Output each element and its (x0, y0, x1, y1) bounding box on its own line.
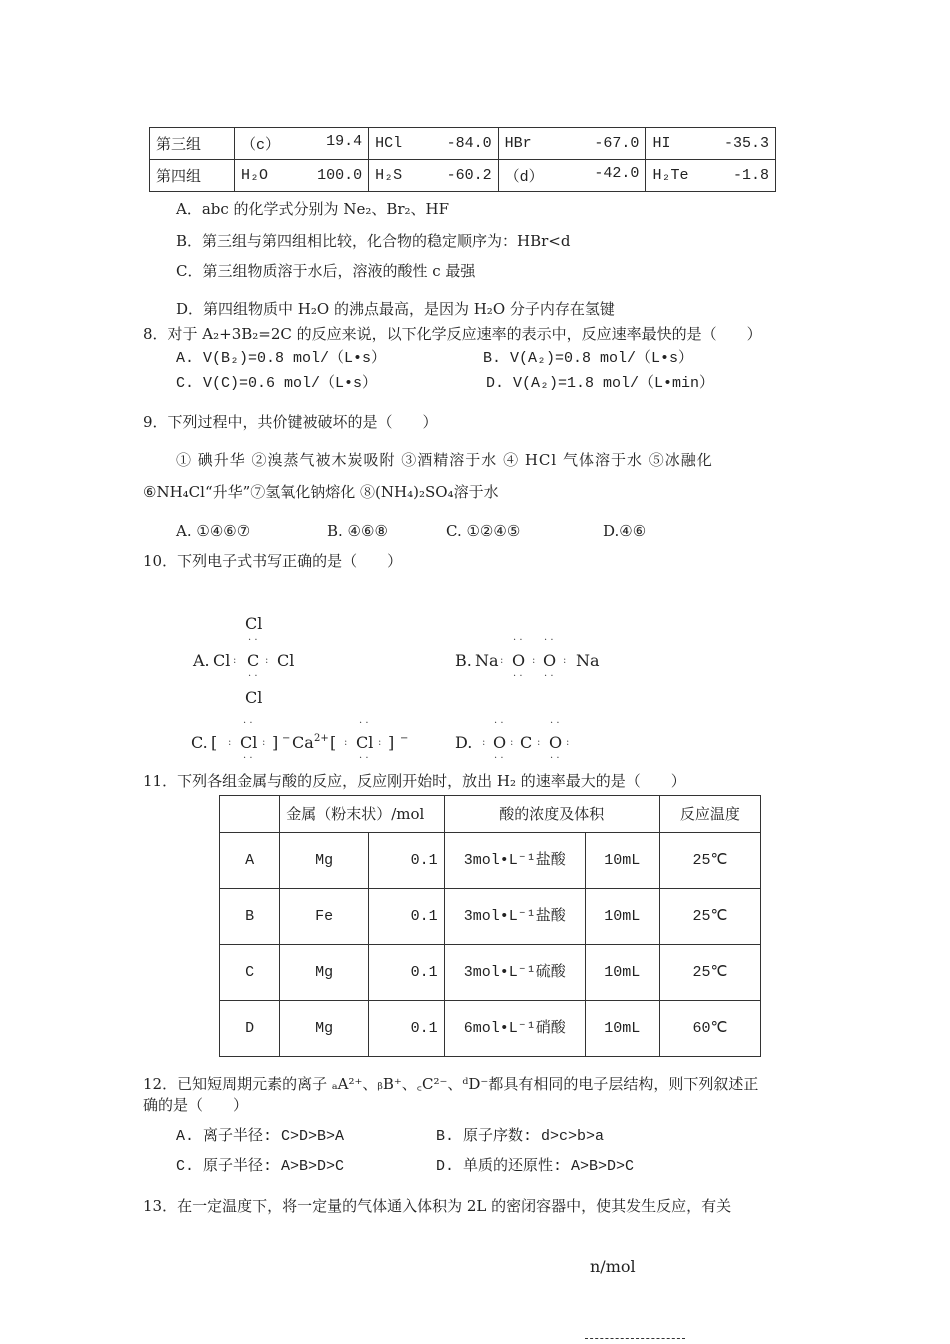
cell-acid: 3mol•L⁻¹硫酸 (444, 945, 585, 1001)
compound: H₂S (375, 167, 403, 184)
cell-id: A (220, 833, 280, 889)
boiling-point: 100.0 (317, 167, 363, 184)
boiling-point: -60.2 (446, 167, 492, 184)
compound-cell (369, 128, 499, 160)
cell-temp: 25℃ (659, 833, 760, 889)
cell-vol: 10mL (585, 833, 659, 889)
q11-stem: 11．下列各组金属与酸的反应，反应刚开始时，放出 H₂ 的速率最大的是（ ） (143, 772, 686, 790)
header-metal: 金属（粉末状）/mol (280, 796, 445, 833)
q12-option-b: B. 原子序数: d>c>b>a (436, 1128, 605, 1145)
table-row (150, 128, 776, 160)
q12-option-d: D. 单质的还原性: A>B>D>C (436, 1158, 635, 1175)
q9-option-d: D.④⑥ (603, 522, 647, 540)
table-header-row (220, 796, 761, 833)
boiling-point: -67.0 (594, 135, 640, 152)
table-row (220, 889, 761, 945)
bracket: ] (272, 733, 279, 752)
charge: − (282, 733, 291, 744)
cell-id: C (220, 945, 280, 1001)
q10-stem: 10．下列电子式书写正确的是（ ） (143, 552, 403, 570)
cell-metal: Mg (280, 945, 369, 1001)
compound-cell (498, 160, 646, 192)
option-label: B. (455, 651, 472, 670)
atom-ca: Ca (292, 733, 314, 752)
table-row (150, 160, 776, 192)
compound-cell (369, 160, 499, 192)
cell-amount: 0.1 (369, 889, 445, 945)
compound-cell (498, 128, 646, 160)
cell-vol: 10mL (585, 1001, 659, 1057)
q8-option-a: A. V(B₂)=0.8 mol/（L•s） (176, 350, 387, 367)
q12-stem: 12．已知短周期元素的离子 ₐA²⁺、ᵦB⁺、꜀C²⁻、ᵈD⁻都具有相同的电子层结构，则下列叙述正 (143, 1075, 759, 1093)
atom-cl: Cl (277, 651, 295, 670)
q12-option-c: C. 原子半径: A>B>D>C (176, 1158, 345, 1175)
q13-stem: 13．在一定温度下，将一定量的气体通入体积为 2L 的密闭容器中，使其发生反应，有关 (143, 1197, 732, 1215)
atom-c: C (247, 651, 260, 670)
cell-amount: 0.1 (369, 1001, 445, 1057)
compound: HI (652, 135, 671, 152)
cell-vol: 10mL (585, 889, 659, 945)
q9-stem: 9．下列过程中，共价键被破坏的是（ ） (143, 413, 438, 431)
group-label: 第四组 (150, 160, 235, 192)
cell-id: D (220, 1001, 280, 1057)
boiling-point: 19.4 (326, 133, 363, 150)
q8-stem: 8．对于 A₂+3B₂=2C 的反应来说，以下化学反应速率的表示中，反应速率最快的是（ ） (143, 325, 762, 343)
reaction-table (219, 795, 761, 1057)
cell-vol: 10mL (585, 945, 659, 1001)
header-acid: 酸的浓度及体积 (444, 796, 659, 833)
atom-na: Na (576, 651, 600, 670)
atom-cl: Cl (245, 688, 263, 707)
q8-option-b: B. V(A₂)=0.8 mol/（L•s） (483, 350, 694, 367)
cell-metal: Mg (280, 1001, 369, 1057)
q7-option-d: D．第四组物质中 H₂O 的沸点最高，是因为 H₂O 分子内存在氢键 (176, 300, 615, 318)
atom-o: O (512, 651, 526, 670)
bracket: ] (388, 733, 395, 752)
boiling-point: -35.3 (723, 135, 769, 152)
table-row (220, 1001, 761, 1057)
graph-dashed-line (585, 1338, 685, 1339)
atom-cl: Cl (213, 651, 231, 670)
option-label: C. (191, 733, 208, 752)
compound: H₂Te (652, 167, 689, 184)
q8-option-d: D. V(A₂)=1.8 mol/（L•min） (486, 375, 715, 392)
cell-acid: 6mol•L⁻¹硝酸 (444, 1001, 585, 1057)
atom-na: Na (475, 651, 499, 670)
bracket: [ (330, 733, 337, 752)
compound-cell (235, 160, 369, 192)
q9-items-line1: ① 碘升华 ②溴蒸气被木炭吸附 ③酒精溶于水 ④ HCl 气体溶于水 ⑤冰融化 (176, 451, 713, 469)
q7-option-b: B．第三组与第四组相比较，化合物的稳定顺序为：HBr<d (176, 232, 571, 250)
q12-stem-cont: 确的是（ ） (143, 1096, 249, 1114)
bracket: [ (211, 733, 218, 752)
atom-o: O (549, 733, 563, 752)
atom-cl: Cl (245, 614, 263, 633)
boiling-point: -1.8 (732, 167, 769, 184)
table-row (220, 833, 761, 889)
atom-cl: Cl (240, 733, 258, 752)
q8-option-c: C. V(C)=0.6 mol/（L•s） (176, 375, 378, 392)
table-row (220, 945, 761, 1001)
boiling-point: -42.0 (594, 165, 640, 182)
cell-id: B (220, 889, 280, 945)
compound-cell (646, 160, 776, 192)
q7-option-a: A．abc 的化学式分别为 Ne₂、Br₂、HF (176, 200, 450, 218)
atom-o: O (493, 733, 507, 752)
cell-metal: Fe (280, 889, 369, 945)
cell-amount: 0.1 (369, 945, 445, 1001)
group-label: 第三组 (150, 128, 235, 160)
charge: − (400, 733, 409, 744)
compound: HBr (504, 135, 532, 152)
cell-amount: 0.1 (369, 833, 445, 889)
compound: （c） (241, 137, 281, 154)
header-temp: 反应温度 (659, 796, 760, 833)
compound-cell (235, 128, 369, 160)
cell-temp: 25℃ (659, 889, 760, 945)
cell-metal: Mg (280, 833, 369, 889)
cell-acid: 3mol•L⁻¹盐酸 (444, 889, 585, 945)
atom-cl: Cl (356, 733, 374, 752)
atom-o: O (543, 651, 557, 670)
option-label: A. (193, 651, 210, 670)
compound: HCl (375, 135, 403, 152)
graph-axis-label: n/mol (590, 1257, 636, 1276)
compound: （d） (504, 169, 544, 186)
q9-items-line2: ⑥NH₄Cl“升华”⑦氢氧化钠熔化 ⑧(NH₄)₂SO₄溶于水 (143, 483, 499, 501)
cell-acid: 3mol•L⁻¹盐酸 (444, 833, 585, 889)
atom-c: C (520, 733, 533, 752)
cell-temp: 25℃ (659, 945, 760, 1001)
q7-option-c: C．第三组物质溶于水后，溶液的酸性 c 最强 (176, 262, 476, 280)
boiling-point-table (149, 127, 776, 192)
q9-option-b: B. ④⑥⑧ (327, 522, 388, 540)
q9-option-a: A. ①④⑥⑦ (176, 522, 251, 540)
q9-option-c: C. ①②④⑤ (446, 522, 521, 540)
cell-temp: 60℃ (659, 1001, 760, 1057)
compound-cell (646, 128, 776, 160)
compound: H₂O (241, 167, 269, 184)
charge: 2+ (314, 733, 329, 744)
q12-option-a: A. 离子半径: C>D>B>A (176, 1128, 345, 1145)
boiling-point: -84.0 (446, 135, 492, 152)
option-label: D. (455, 733, 473, 752)
